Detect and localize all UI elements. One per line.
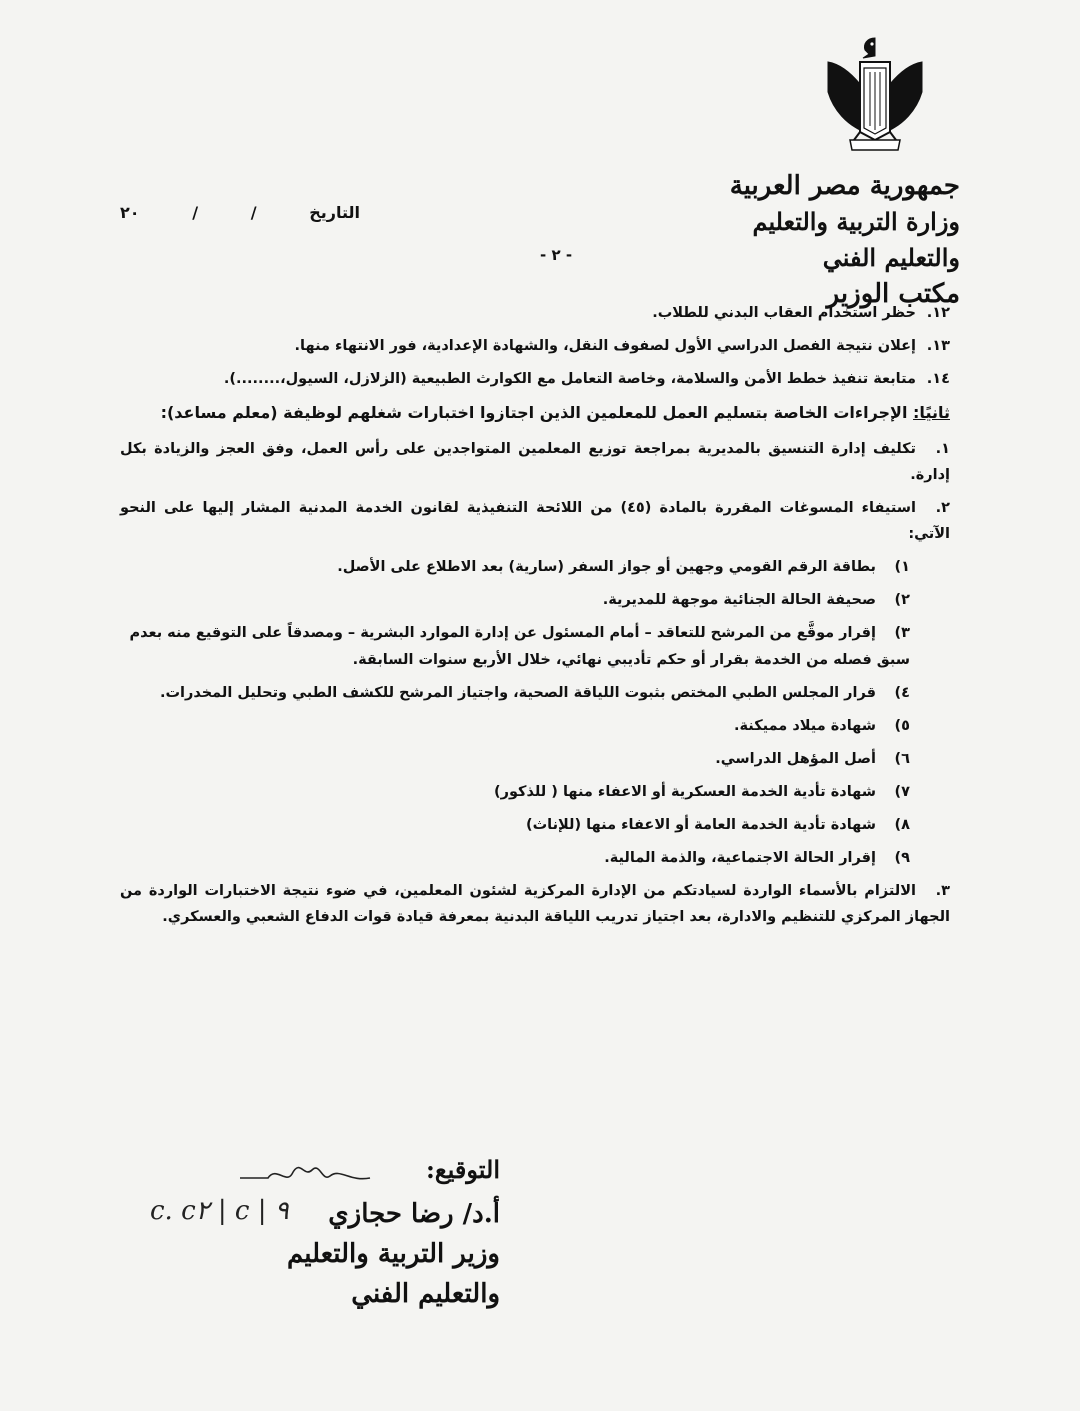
sub-item-number: ٨) (894, 817, 910, 833)
section-heading (120, 400, 950, 426)
sub-item-text: شهادة تأدية الخدمة العسكرية أو الاعفاء منها ( للذكور) (493, 784, 876, 800)
signatory-name: أ.د/ رضا حجازي (328, 1199, 500, 1229)
sub-list-item (120, 587, 910, 614)
sub-item-number: ٩) (894, 850, 910, 866)
item-text: استيفاء المسوغات المقررة بالمادة (٤٥) من اللائحة التنفيذية لقانون الخدمة المدنية المشار إليها على النحو الآتي: (120, 500, 950, 542)
sub-item-text: إقرار الحالة الاجتماعية، والذمة المالية. (604, 850, 876, 866)
sub-item-text: صحيفة الحالة الجنائية موجهة للمديرية. (602, 592, 876, 608)
sub-item-number: ٦) (894, 751, 910, 767)
handwritten-date: c. c٢ | c | ٩ (150, 1196, 289, 1226)
signatory-role: وزير التربية والتعليم (286, 1239, 500, 1269)
sub-item-number: ٤) (894, 685, 910, 701)
sub-item-number: ٥) (894, 718, 910, 734)
sub-list-item (120, 554, 910, 581)
section-heading-prefix: ثانيًا: (913, 403, 950, 422)
list-item (120, 366, 950, 392)
sub-item-number: ٣) (894, 625, 910, 641)
date-year: ٢٠ (120, 203, 140, 222)
item-text: حظر استخدام العقاب البدني للطلاب. (652, 305, 916, 321)
sub-list-item (120, 680, 910, 707)
date-line (120, 203, 360, 222)
item-text: الالتزام بالأسماء الواردة لسيادتكم من الإدارة المركزية لشئون المعلمين، في ضوء نتيجة الاختبارات الواردة من الجهاز المركزي للتنظيم والادارة، بعد اجتياز تدريب اللياقة البدنية بمعرفة قيادة قوات الدفاع الشعبي والعسكري. (120, 883, 950, 925)
sub-list-item (120, 845, 910, 872)
item-number: ١٣. (926, 338, 950, 354)
sub-item-text: قرار المجلس الطبي المختص بثبوت اللياقة الصحية، واجتياز المرشح للكشف الطبي وتحليل المخدرات. (159, 685, 876, 701)
section-heading-text: الإجراءات الخاصة بتسليم العمل للمعلمين الذين اجتازوا اختبارات شغلهم لوظيفة (معلم مساعد): (160, 403, 908, 422)
item-number: ١. (935, 441, 950, 457)
item-text: إعلان نتيجة الفصل الدراسي الأول لصفوف النقل، والشهادة الإعدادية، فور الانتهاء منها. (294, 338, 916, 354)
letterhead-republic: جمهورية مصر العربية (729, 171, 960, 201)
handwritten-signature (230, 1148, 380, 1198)
date-label: التاريخ (309, 203, 360, 222)
page-number: - ٢ - (540, 246, 573, 264)
item-number: ١٢. (926, 305, 950, 321)
sub-item-number: ١) (894, 559, 910, 575)
sub-item-text: شهادة ميلاد مميكنة. (734, 718, 876, 734)
list-item (120, 878, 950, 930)
sub-list-item (120, 713, 910, 740)
list-item (120, 300, 950, 326)
sub-list-item (120, 812, 910, 839)
sub-item-number: ٢) (894, 592, 910, 608)
sub-item-text: إقرار موقَّع من المرشح للتعاقد – أمام المسئول عن إدارة الموارد البشرية – ومصدقاً على التوقيع منه بعدم سبق فصله من الخدمة بقرار أو حكم تأديبي نهائي، خلال الأربع سنوات السابقة. (129, 625, 910, 668)
item-text: تكليف إدارة التنسيق بالمديرية بمراجعة توزيع المعلمين المتواجدين على رأس العمل، وفق العجز والزيادة بكل إدارة. (120, 441, 950, 483)
item-number: ١٤. (926, 371, 950, 387)
item-number: ٣. (935, 883, 950, 899)
ministry-letterhead (700, 168, 960, 312)
sub-item-text: بطاقة الرقم القومي وجهين أو جواز السفر (سارية) بعد الاطلاع على الأصل. (337, 559, 876, 575)
item-number: ٢. (935, 500, 950, 516)
sub-list-item (120, 746, 910, 773)
sub-item-text: أصل المؤهل الدراسي. (715, 751, 876, 767)
sub-list-item (120, 779, 910, 806)
signature-label: التوقيع: (426, 1155, 500, 1184)
date-separator: / (192, 203, 199, 222)
list-item (120, 333, 950, 359)
date-separator: / (250, 203, 257, 222)
letterhead-ministry: وزارة التربية والتعليم والتعليم الفني (752, 207, 960, 272)
item-text: متابعة تنفيذ خطط الأمن والسلامة، وخاصة التعامل مع الكوارث الطبيعية (الزلازل، السيول،........). (223, 371, 916, 387)
list-item (120, 436, 950, 488)
sub-list-item (120, 620, 910, 674)
document-body (120, 300, 950, 937)
sub-item-number: ٧) (894, 784, 910, 800)
list-item (120, 495, 950, 547)
sub-item-text: شهادة تأدية الخدمة العامة أو الاعفاء منها (للإناث) (525, 817, 876, 833)
signatory-role: والتعليم الفني (351, 1279, 500, 1309)
letterhead-office: مكتب الوزير (826, 279, 960, 309)
eagle-emblem-icon (820, 32, 930, 162)
